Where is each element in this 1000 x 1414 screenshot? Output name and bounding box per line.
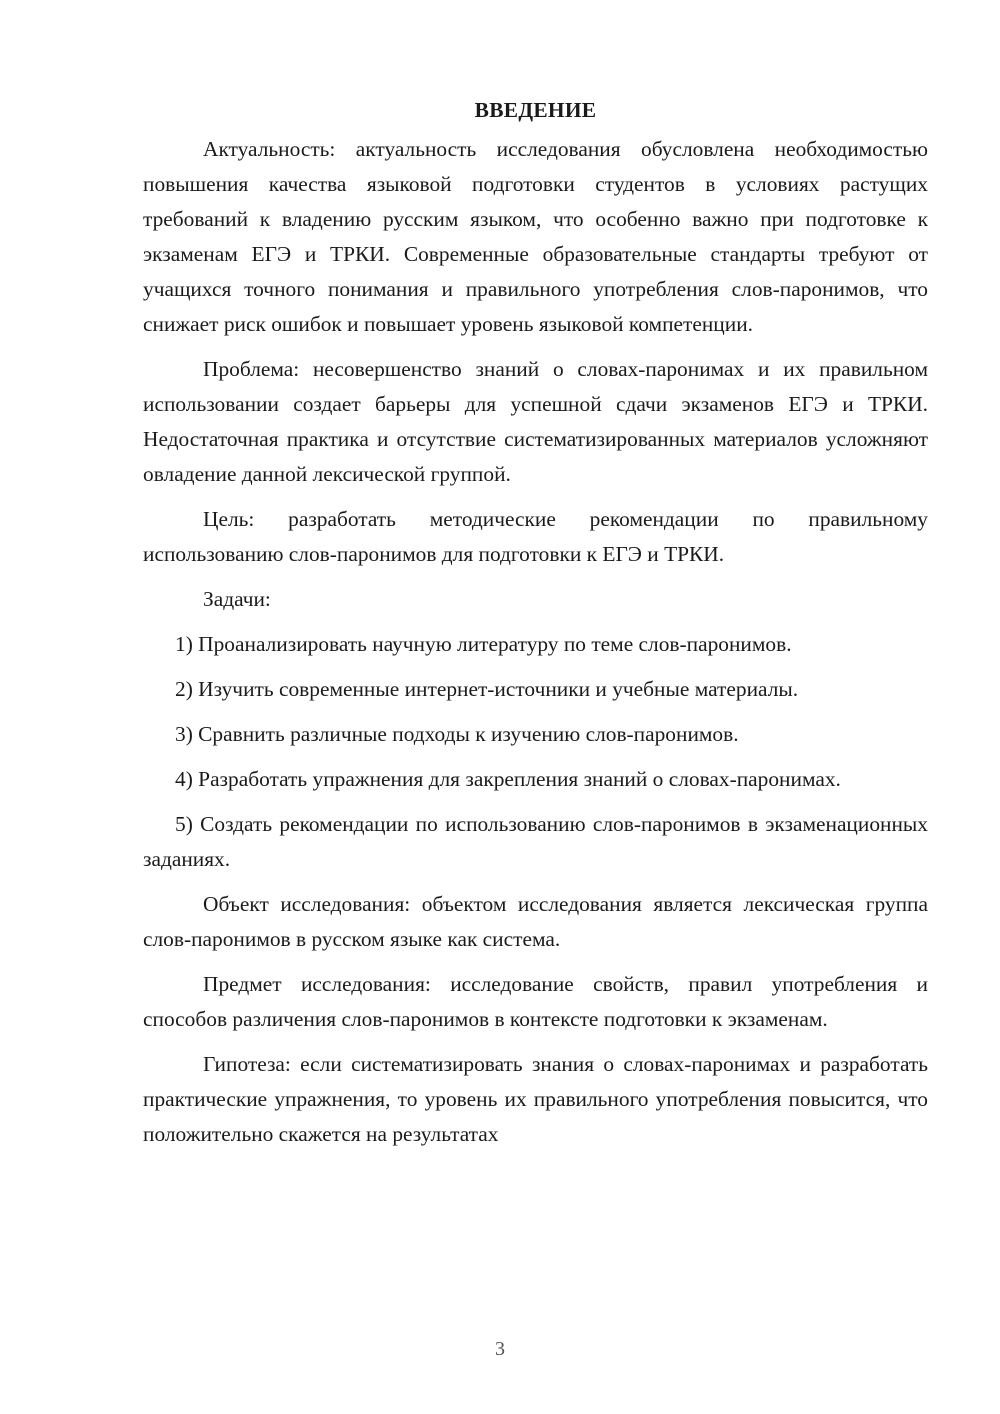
task-item-3: 3) Сравнить различные подходы к изучению слов-паронимов. xyxy=(175,722,739,746)
task-item-2: 2) Изучить современные интернет-источники и учебные материалы. xyxy=(175,677,799,701)
paragraph-subject: Предмет исследования: исследование свойств, правил употребления и способов различения слов-паронимов в контексте подготовки к экзаменам. xyxy=(143,972,928,1031)
task-item-4: 4) Разработать упражнения для закрепления знаний о словах-паронимах. xyxy=(175,767,841,791)
page-number: 3 xyxy=(495,1338,505,1360)
paragraph-hypothesis: Гипотеза: если систематизировать знания о словах-паронимах и разработать практические упражнения, то уровень их правильного употребления повысится, что положительно скажется на результатах xyxy=(143,1052,928,1146)
paragraph-problem: Проблема: несовершенство знаний о словах-паронимах и их правильном использовании создает барьеры для успешной сдачи экзаменов ЕГЭ и ТРКИ. Недостаточная практика и отсутствие систематизированных материалов усложняют овладение данной лексической группой. xyxy=(143,357,928,486)
task-item-5: 5) Создать рекомендации по использованию слов-паронимов в экзаменационных заданиях. xyxy=(143,812,928,871)
tasks-heading: Задачи: xyxy=(203,587,271,611)
paragraph-goal: Цель: разработать методические рекомендации по правильному использованию слов-паронимов для подготовки к ЕГЭ и ТРКИ. xyxy=(143,507,928,566)
paragraph-relevance: Актуальность: актуальность исследования обусловлена необходимостью повышения качества языковой подготовки студентов в условиях растущих требований к владению русским языком, что особенно важно при подготовке к экзаменам ЕГЭ и ТРКИ. Современные образовательные стандарты требуют от учащихся точного понимания и правильного употребления слов-паронимов, что снижает риск ошибок и повышает уровень языковой компетенции. xyxy=(143,137,928,336)
section-title: ВВЕДЕНИЕ xyxy=(474,98,597,122)
task-item-1: 1) Проанализировать научную литературу по теме слов-паронимов. xyxy=(175,632,792,656)
paragraph-object: Объект исследования: объектом исследования является лексическая группа слов-паронимов в русском языке как система. xyxy=(143,892,928,951)
